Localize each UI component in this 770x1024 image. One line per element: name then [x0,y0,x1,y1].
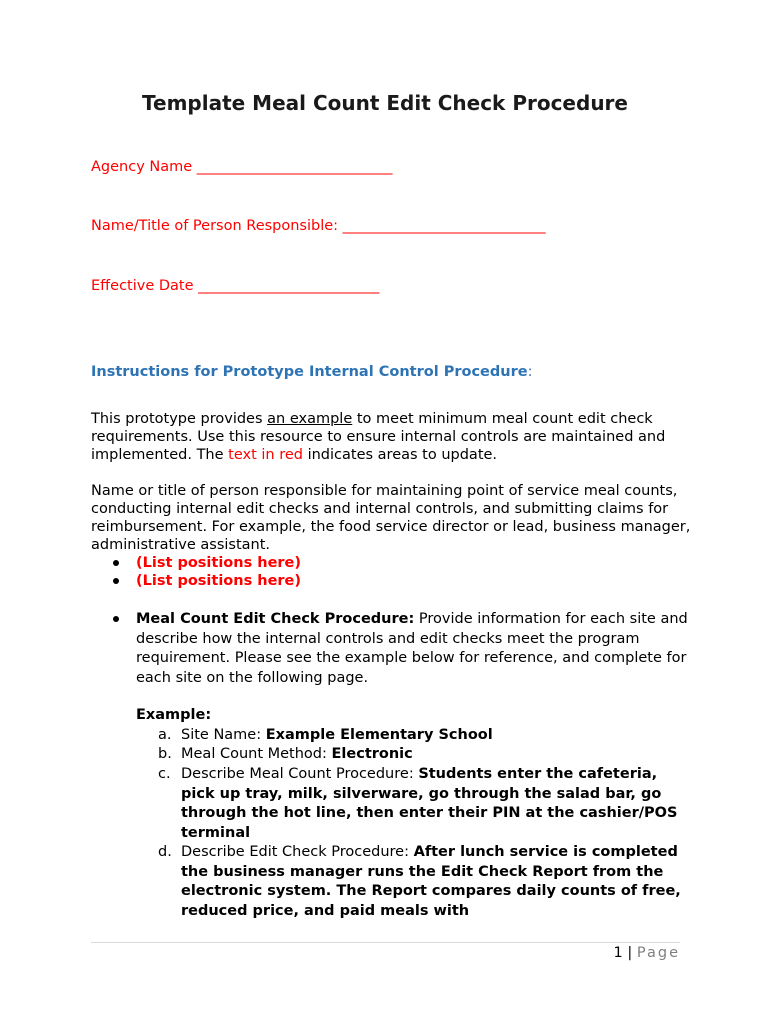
instructions-heading [91,364,532,380]
example-label: Describe Meal Count Procedure: [181,766,419,782]
example-item-a [158,726,691,746]
position-text-2: (List positions here) [136,573,302,589]
responsible-paragraph: Name or title of person responsible for maintaining point of service meal counts, conducting internal edit checks and internal controls, and submitting claims for reimbursement. For example, the food service director or lead, business manager, administrative assistant. [91,483,691,553]
procedure-label: Meal Count Edit Check Procedure: [136,611,415,627]
example-value: Electronic [331,746,413,762]
effective-date-field: Effective Date _________________________ [91,278,380,294]
example-label: Describe Edit Check Procedure: [181,844,414,860]
example-heading: Example: [136,707,212,723]
intro-text-2: to meet minimum meal count edit check requirements. Use this resource to ensure internal controls are maintained and implemented. The [91,411,666,463]
page-number: 1 [613,945,623,961]
procedure-bullet [136,610,696,688]
page-footer [614,945,680,961]
list-marker: c. [158,766,171,782]
footer-divider [91,942,680,943]
bullet-dot-icon [113,560,119,566]
document-title: Template Meal Count Edit Check Procedure [142,91,628,115]
example-label: Meal Count Method: [181,746,332,762]
example-label: Site Name: [181,727,266,743]
list-marker: d. [158,844,172,860]
bullet-dot-icon [113,578,119,584]
instructions-colon: : [527,364,533,380]
page-label: Page [636,945,680,961]
example-value: After lunch service is completed the business manager runs the Edit Check Report from the electronic system. The Report compares daily counts of free, reduced price, and paid meals with [181,844,681,919]
person-responsible-field: Name/Title of Person Responsible: ____________________________ [91,218,546,234]
example-item-d [158,843,691,921]
intro-red-text: text in red [228,447,303,463]
intro-paragraph [91,410,691,464]
position-bullet-1 [136,554,301,572]
example-value: Example Elementary School [265,727,493,743]
instructions-heading-text: Instructions for Prototype Internal Control Procedure [91,364,528,380]
example-item-c [158,765,691,843]
position-text-1: (List positions here) [136,555,302,571]
intro-underlined: an example [267,411,353,427]
position-bullet-2 [136,572,301,590]
page-separator: | [622,945,637,961]
list-marker: a. [158,727,172,743]
list-marker: b. [158,746,172,762]
intro-text-1: This prototype provides [91,411,268,427]
agency-name-field: Agency Name ___________________________ [91,159,393,175]
intro-text-3: indicates areas to update. [302,447,498,463]
example-item-b [158,745,691,765]
example-value: Students enter the cafeteria, pick up tray, milk, silverware, go through the salad bar, go through the hot line, then enter their PIN at the cashier/POS terminal [181,766,678,841]
procedure-text: Provide information for each site and describe how the internal controls and edit checks meet the program requirement. Please see the example below for reference, and complete for each site on the following page. [136,611,688,686]
bullet-dot-icon [113,616,119,622]
